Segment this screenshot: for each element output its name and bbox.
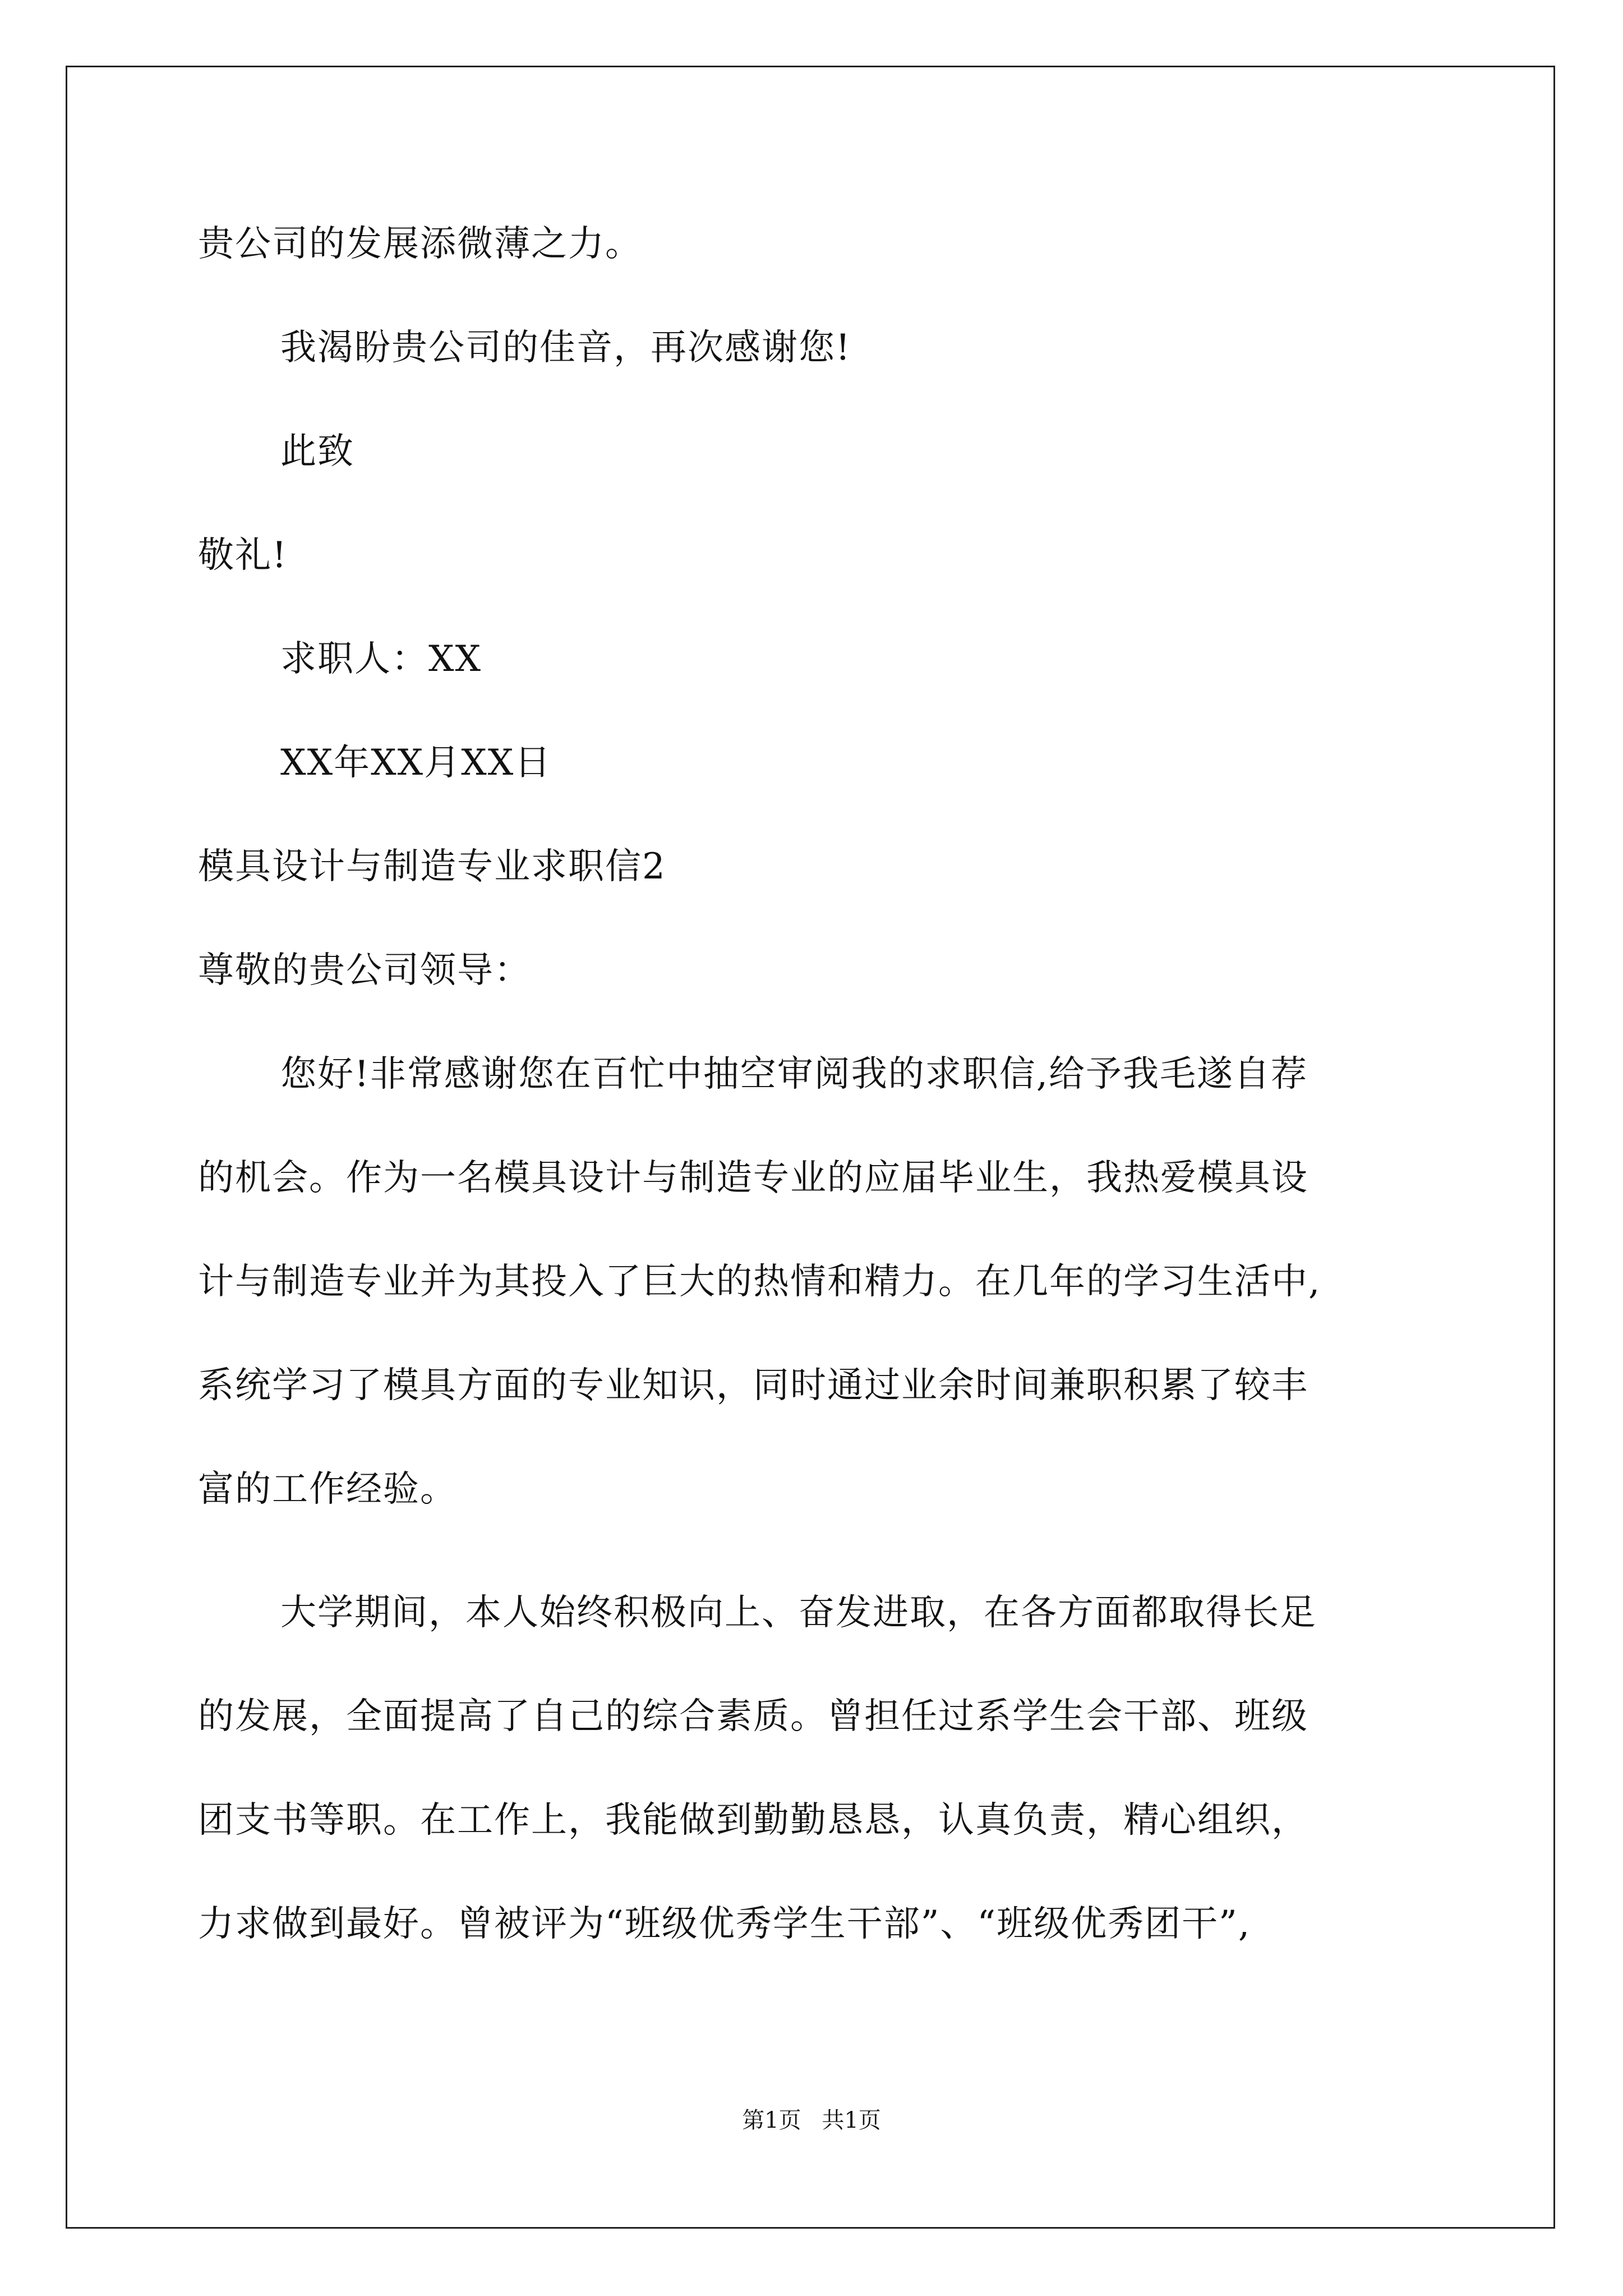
page-footer <box>0 2106 1623 2134</box>
body-line: 富的工作经验。 <box>198 1469 457 1510</box>
signature-applicant: 求职人：XX <box>280 638 482 680</box>
body-line: 您好!非常感谢您在百忙中抽空审阅我的求职信,给予我毛遂自荐 <box>280 1053 1308 1095</box>
body-line: 贵公司的发展添微薄之力。 <box>198 223 642 265</box>
body-line: 我渴盼贵公司的佳音，再次感谢您! <box>280 327 851 369</box>
body-line: 的发展，全面提高了自己的综合素质。曾担任过系学生会干部、班级 <box>198 1696 1308 1737</box>
closing-phrase: 此致 <box>280 431 354 472</box>
body-line: 大学期间，本人始终积极向上、奋发进取，在各方面都取得长足 <box>280 1592 1317 1634</box>
body-line: 系统学习了模具方面的专业知识，同时通过业余时间兼职积累了较丰 <box>198 1365 1308 1406</box>
letter-title: 模具设计与制造专业求职信2 <box>198 846 666 887</box>
body-line: 的机会。作为一名模具设计与制造专业的应届毕业生，我热爱模具设 <box>198 1157 1308 1199</box>
salutation: 尊敬的贵公司领导： <box>198 950 531 991</box>
closing-salute: 敬礼! <box>198 535 288 576</box>
body-line: 计与制造专业并为其投入了巨大的热情和精力。在几年的学习生活中, <box>198 1261 1321 1303</box>
page-count: 共1页 <box>822 2108 881 2133</box>
signature-date: XX年XX月XX日 <box>280 742 552 784</box>
page-number: 第1页 <box>742 2108 801 2133</box>
body-line: 力求做到最好。曾被评为“班级优秀学生干部”、“班级优秀团干”, <box>198 1903 1251 1945</box>
body-line: 团支书等职。在工作上，我能做到勤勤恳恳，认真负责，精心组织， <box>198 1800 1308 1841</box>
